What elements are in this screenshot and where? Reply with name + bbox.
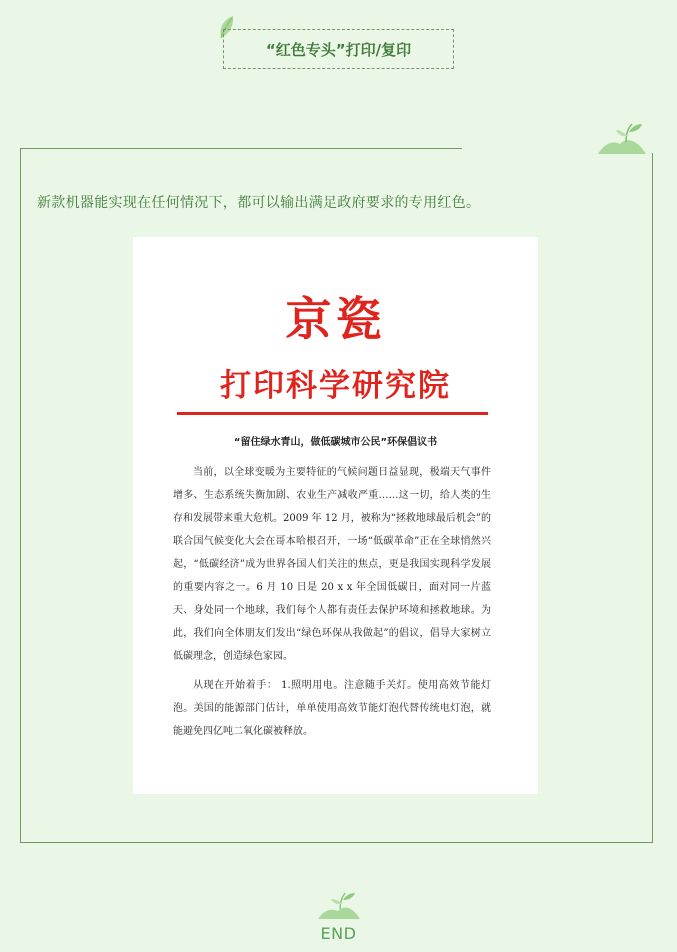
end-label: END bbox=[320, 924, 357, 943]
red-divider bbox=[177, 412, 488, 415]
document-body bbox=[173, 461, 491, 743]
document-heading: “留住绿水青山，做低碳城市公民”环保倡议书 bbox=[233, 437, 438, 448]
document-paragraph: 当前，以全球变暖为主要特征的气候问题日益显现，极端天气事件增多、生态系统失衡加剧、农业生产减收严重……这一切，给人类的生存和发展带来重大危机。2009 年 12 月，被称为“拯救地球最后机会”的联合国气候变化大会在哥本哈根召开，一场“低碳革命”正在全球悄然兴起，“低碳经济”成为世界各国人们关注的焦点，更是我国实现科学发展的重要内容之一。6 月 10 日是 20 x x 年全国低碳日，面对同一片蓝天、身处同一个地球，我们每个人都有责任去保护环境和拯救地球。为此，我们向全体朋友们发出“绿色环保从我做起”的倡议，倡导大家树立低碳理念，创造绿色家园。 bbox=[173, 467, 491, 662]
intro-text: 新款机器能实现在任何情况下，都可以输出满足政府要求的专用红色。 bbox=[37, 195, 481, 211]
document-organization: 打印科学研究院 bbox=[220, 368, 451, 404]
sprout-hill-icon bbox=[596, 120, 648, 156]
sprout-hill-icon bbox=[316, 890, 362, 920]
printed-document bbox=[133, 237, 538, 794]
document-brand: 京瓷 bbox=[285, 292, 386, 346]
section-title: “红色专头”打印/复印 bbox=[223, 29, 454, 69]
document-paragraph: 从现在开始着手： 1.照明用电。注意随手关灯。使用高效节能灯泡。美国的能源部门估计，单单使用高效节能灯泡代替传统电灯泡，就能避免四亿吨二氧化碳被释放。 bbox=[173, 680, 491, 737]
